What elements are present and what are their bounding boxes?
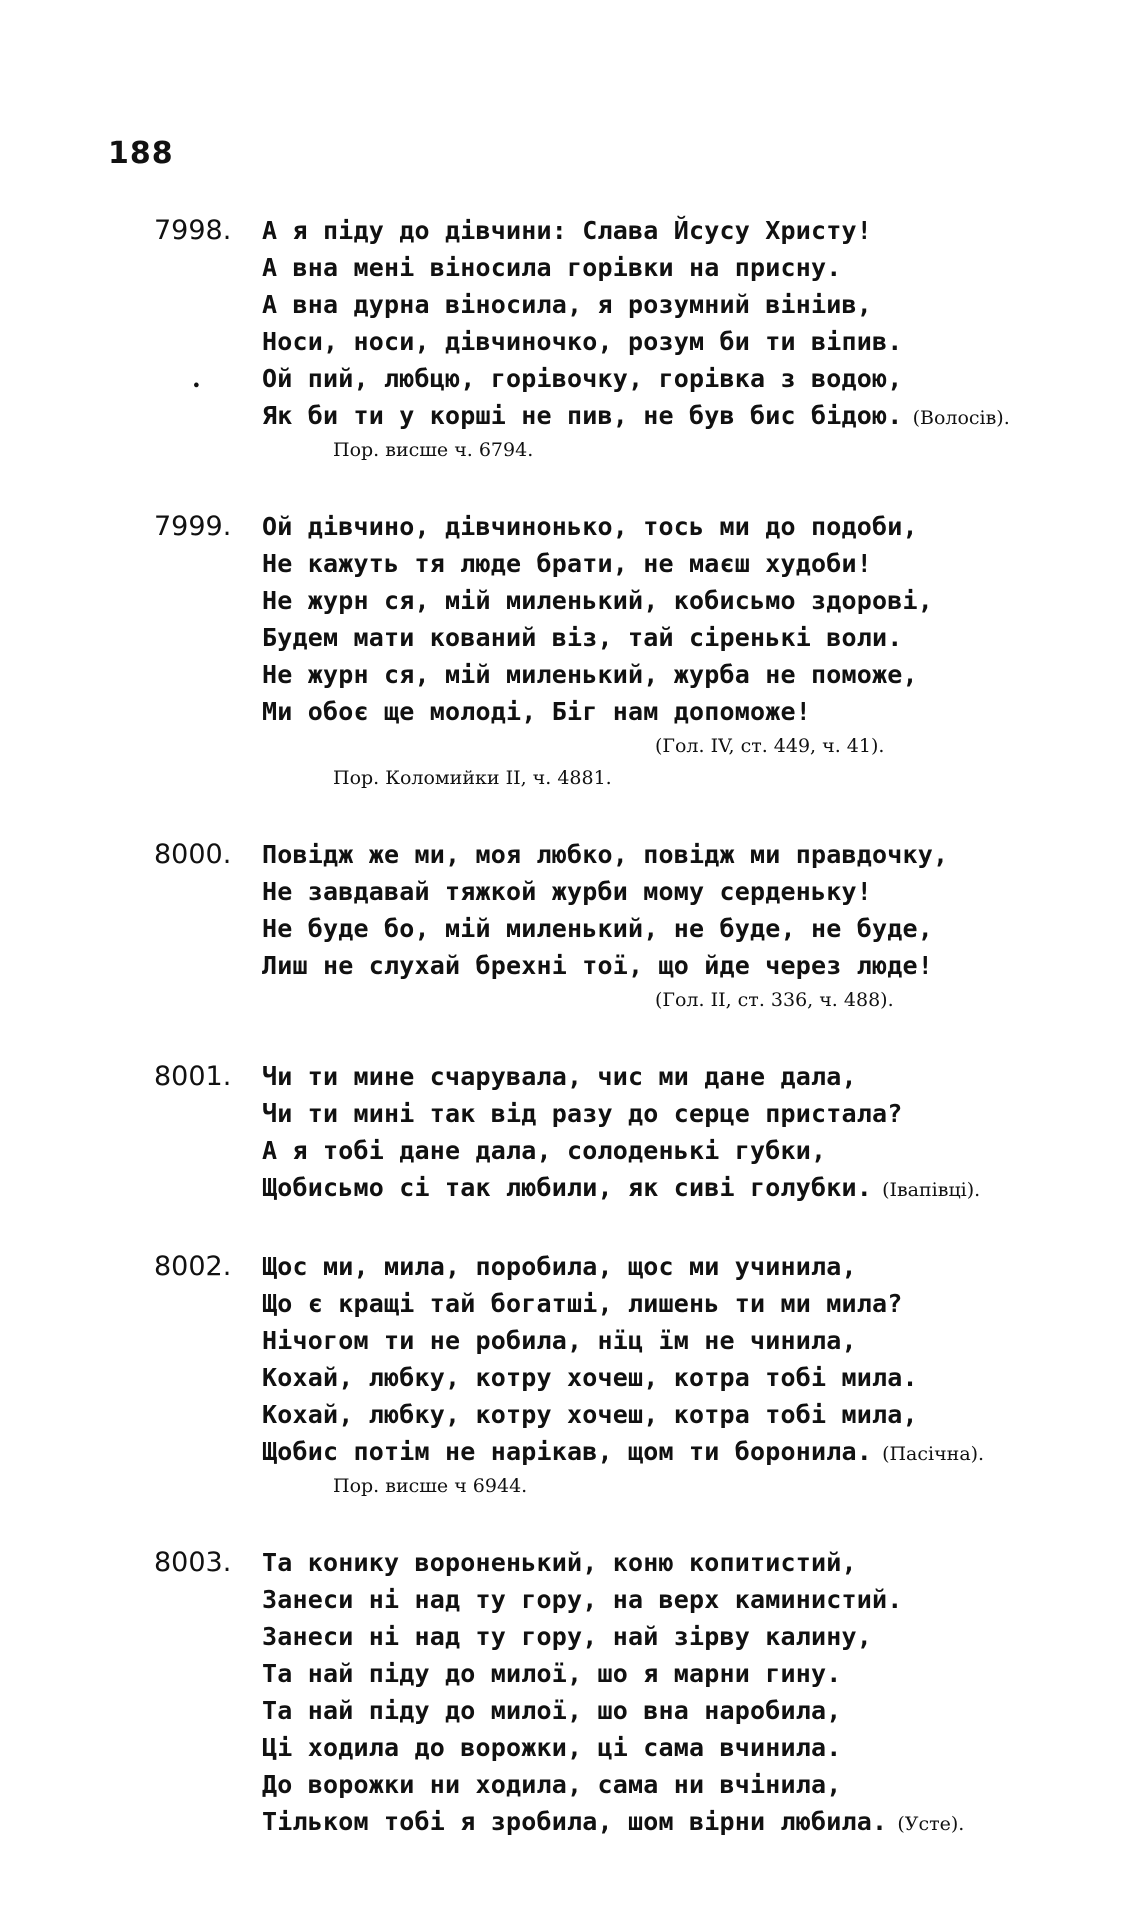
verse-line (262, 1058, 1140, 1095)
verse-line (262, 1581, 1140, 1618)
verse-text: Що є кращі тай богатші, лишень ти ми мила? (262, 1289, 903, 1318)
verse-text: Тільком тобі я зробила, шом вірни любила. (262, 1807, 888, 1836)
verse-line (262, 286, 1140, 323)
song-entry (0, 1248, 1140, 1502)
verse-text: Не журн ся, мій миленький, кобисьмо здорові, (262, 586, 934, 615)
verse-text: Ці ходила до ворожки, ці сама вчинила. (262, 1733, 842, 1762)
verse-line (262, 1544, 1140, 1581)
verse-line (192, 360, 1140, 397)
verse-text: Занеси ні над ту гору, най зірву калину, (262, 1622, 873, 1651)
entry-number: 8001. (154, 1061, 232, 1092)
verse-line (262, 1285, 1140, 1322)
verse-text: Як би ти у корші не пив, не був бис бідою. (262, 401, 903, 430)
verse-text: Занеси ні над ту гору, на верх каминистий. (262, 1585, 903, 1614)
verse-line (262, 508, 1140, 545)
source-citation: (Гол. II, ст. 336, ч. 488). (655, 989, 894, 1011)
verse-line (262, 212, 1140, 249)
verse-line (262, 1618, 1140, 1655)
verse-text: Та най піду до милої, шо вна наробила, (262, 1696, 842, 1725)
verse-text: Ой пий, любцю, горівочку, горівка з водою, (262, 364, 903, 393)
verse-line (262, 693, 1140, 730)
verse-text: Ой дівчино, дівчинонько, тось ми до подоби, (262, 512, 918, 541)
verse-line (262, 836, 1140, 873)
verse-lines (262, 1544, 1140, 1840)
verse-text: Чи ти мині так від разу до серце пристала? (262, 1099, 903, 1128)
song-entry (0, 1058, 1140, 1206)
verse-text: Ми обоє ще молоді, Біг нам допоможе! (262, 697, 812, 726)
verse-line (262, 397, 1140, 434)
verse-line (262, 619, 1140, 656)
verse-text: Лиш не слухай брехні тої, що йде через люде! (262, 951, 934, 980)
verse-line (262, 1803, 1140, 1840)
verse-text: Щос ми, мила, поробила, щос ми учинила, (262, 1252, 857, 1281)
entry-number: 8003. (154, 1547, 232, 1578)
source-citation: (Гол. IV, ст. 449, ч. 41). (655, 735, 885, 757)
entry-number: 8000. (154, 839, 232, 870)
verse-text: Щобис потім не нарікав, щом ти боронила. (262, 1437, 873, 1466)
verse-text: До ворожки ни ходила, сама ни вчінила, (262, 1770, 842, 1799)
line-marker: . (192, 364, 201, 393)
verse-text: А вна мені віносила горівки на присну. (262, 253, 842, 282)
song-entry (0, 212, 1140, 466)
verse-line (262, 1248, 1140, 1285)
verse-text: А вна дурна віносила, я розумний вініив, (262, 290, 873, 319)
verse-lines (262, 1248, 1140, 1470)
verse-line (262, 947, 1140, 984)
verse-line (262, 1766, 1140, 1803)
verse-text: Нічогом ти не робила, нїц їм не чинила, (262, 1326, 857, 1355)
cross-reference: Пор. висше ч. 6794. (333, 439, 534, 461)
verse-text: Чи ти мине счарувала, чис ми дане дала, (262, 1062, 857, 1091)
cross-reference: Пор. висше ч 6944. (333, 1475, 528, 1497)
verse-line (262, 656, 1140, 693)
entry-number: 7999. (154, 511, 232, 542)
verse-text: Щобисьмо сі так любили, як сиві голубки. (262, 1173, 873, 1202)
song-entry (0, 836, 1140, 1016)
verse-line (262, 873, 1140, 910)
verse-lines (262, 508, 1140, 730)
entry-number: 8002. (154, 1251, 232, 1282)
source-place: (Пасічна). (882, 1443, 985, 1465)
verse-line (262, 1132, 1140, 1169)
verse-text: Повідж же ми, моя любко, повідж ми правдочку, (262, 840, 949, 869)
entry-number: 7998. (154, 215, 232, 246)
verse-lines (262, 1058, 1140, 1206)
verse-line (262, 1095, 1140, 1132)
verse-text: А я тобі дане дала, солоденькі губки, (262, 1136, 827, 1165)
page-number: 188 (108, 136, 174, 171)
verse-line (262, 1322, 1140, 1359)
verse-text: Кохай, любку, котру хочеш, котра тобі мила. (262, 1363, 918, 1392)
verse-line (262, 1359, 1140, 1396)
verse-text: А я піду до дівчини: Слава Йсусу Христу! (262, 216, 873, 245)
verse-line (262, 1655, 1140, 1692)
cross-reference: Пор. Коломийки II, ч. 4881. (333, 767, 612, 789)
verse-text: Та най піду до милої, шо я марни гину. (262, 1659, 842, 1688)
verse-line (262, 582, 1140, 619)
verse-line (262, 1729, 1140, 1766)
verse-line (262, 1396, 1140, 1433)
verse-text: Не буде бо, мій миленький, не буде, не буде, (262, 914, 934, 943)
verse-text: Не журн ся, мій миленький, журба не поможе, (262, 660, 918, 689)
verse-line (262, 323, 1140, 360)
verse-text: Кохай, любку, котру хочеш, котра тобі мила, (262, 1400, 918, 1429)
source-place: (Усте). (897, 1813, 965, 1835)
song-entry (0, 508, 1140, 794)
verse-text: Та конику вороненький, коню копитистий, (262, 1548, 857, 1577)
verse-text: Не завдавай тяжкой журби мому серденьку! (262, 877, 873, 906)
verse-lines (262, 836, 1140, 984)
verse-text: Не кажуть тя люде брати, не маєш худоби! (262, 549, 873, 578)
verse-line (262, 545, 1140, 582)
verse-text: Носи, носи, дівчиночко, розум би ти віпив. (262, 327, 903, 356)
verse-line (262, 1692, 1140, 1729)
source-place: (Волосів). (912, 407, 1010, 429)
verse-line (262, 910, 1140, 947)
verse-line (262, 249, 1140, 286)
song-entry (0, 1544, 1140, 1840)
verse-line (262, 1169, 1140, 1206)
song-entries (0, 212, 1140, 1882)
source-place: (Івапівці). (882, 1179, 981, 1201)
verse-text: Будем мати кований віз, тай сіренькі воли. (262, 623, 903, 652)
verse-line (262, 1433, 1140, 1470)
